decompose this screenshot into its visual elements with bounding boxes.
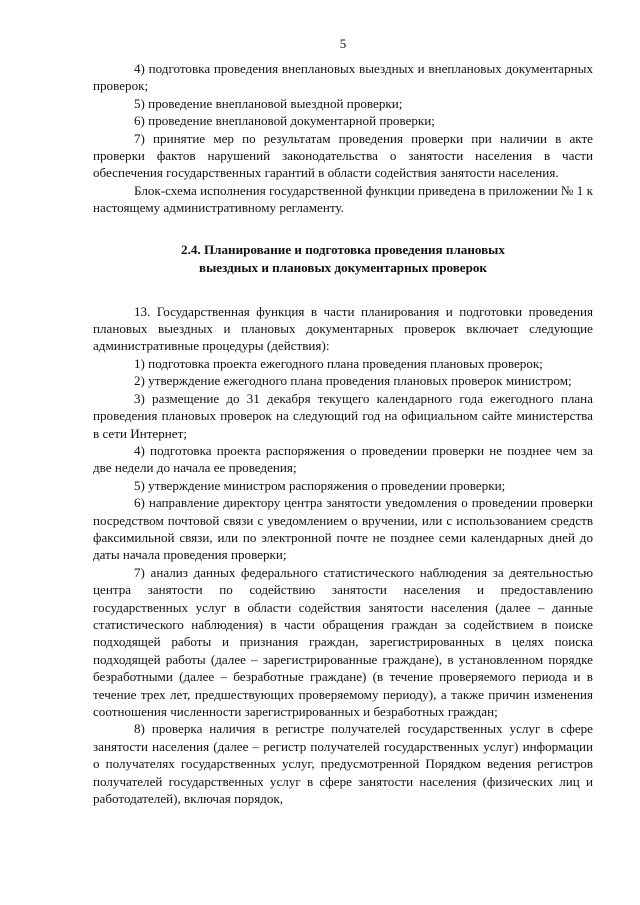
list-item-b-6: 6) направление директору центра занятости уведомления о проведении проверки посредством почтовой связи с уведомлением о вручении, или с использованием средств факсимильной связи, или по электронной почте не позднее семи календарных дней до даты начала проведения проверки; [93, 495, 593, 563]
list-item-b-5: 5) утверждение министром распоряжения о проведении проверки; [134, 477, 506, 493]
list-item-a-5: 5) проведение внеплановой выездной проверки; [134, 95, 403, 111]
list-item-b-3: 3) размещение до 31 декабря текущего календарного года ежегодного плана проведения плановых проверок на следующий год на официальном сайте министерства в сети Интернет; [93, 390, 593, 441]
list-item-a-7: 7) принятие мер по результатам проведения проверки при наличии в акте проверки фактов нарушений законодательства о занятости населения в части обеспечения государственных гарантий в области содействия занятости населения. [93, 130, 593, 181]
section-heading-line-2: выездных и плановых документарных проверок [199, 259, 487, 275]
block-scheme-paragraph: Блок-схема исполнения государственной функции приведена в приложении № 1 к настоящему административному регламенту. [93, 182, 593, 216]
list-item-b-4: 4) подготовка проекта распоряжения о проведении проверки не позднее чем за две недели до начала ее проведения; [93, 442, 593, 476]
list-item-b-7: 7) анализ данных федерального статистического наблюдения за деятельностью центра занятости по содействию занятости населения и предоставлению государственных услуг в области содействия занятости населения (далее – данные статистического наблюдения) в части обращения граждан за содействием в поиске подходящей работы и признания граждан, зарегистрированных в целях поиска подходящей работы (далее – зарегистрированные граждане), в установленном порядке безработными (далее – безработные граждане) (в течение проверяемого периода и в течение трех лет, предшествующих проверяемому периоду), а также причин изменения соотношения численности зарегистрированных и безработных граждан; [93, 564, 593, 719]
section-heading-line-1: 2.4. Планирование и подготовка проведения плановых [181, 241, 505, 257]
list-item-a-6: 6) проведение внеплановой документарной проверки; [134, 113, 435, 129]
page-number: 5 [339, 36, 347, 51]
list-item-a-4: 4) подготовка проведения внеплановых выездных и внеплановых документарных проверок; [93, 61, 593, 94]
list-item-b-8: 8) проверка наличия в регистре получателей государственных услуг в сфере занятости населения (далее – регистр получателей государственных услуг) информации о получателях государственных услуг, предусмотренной Порядком ведения регистров получателей государственных услуг в сфере занятости населения (физических лиц и работодателей), включая порядок, [93, 721, 593, 807]
paragraph-13: 13. Государственная функция в части планирования и подготовки проведения плановых выездных и плановых документарных проверок включает следующие административные процедуры (действия): [93, 303, 593, 354]
section-heading [93, 241, 593, 277]
list-item-b-2: 2) утверждение ежегодного плана проведения плановых проверок министром; [134, 373, 572, 389]
list-item-b-1: 1) подготовка проекта ежегодного плана проведения плановых проверок; [134, 355, 543, 371]
